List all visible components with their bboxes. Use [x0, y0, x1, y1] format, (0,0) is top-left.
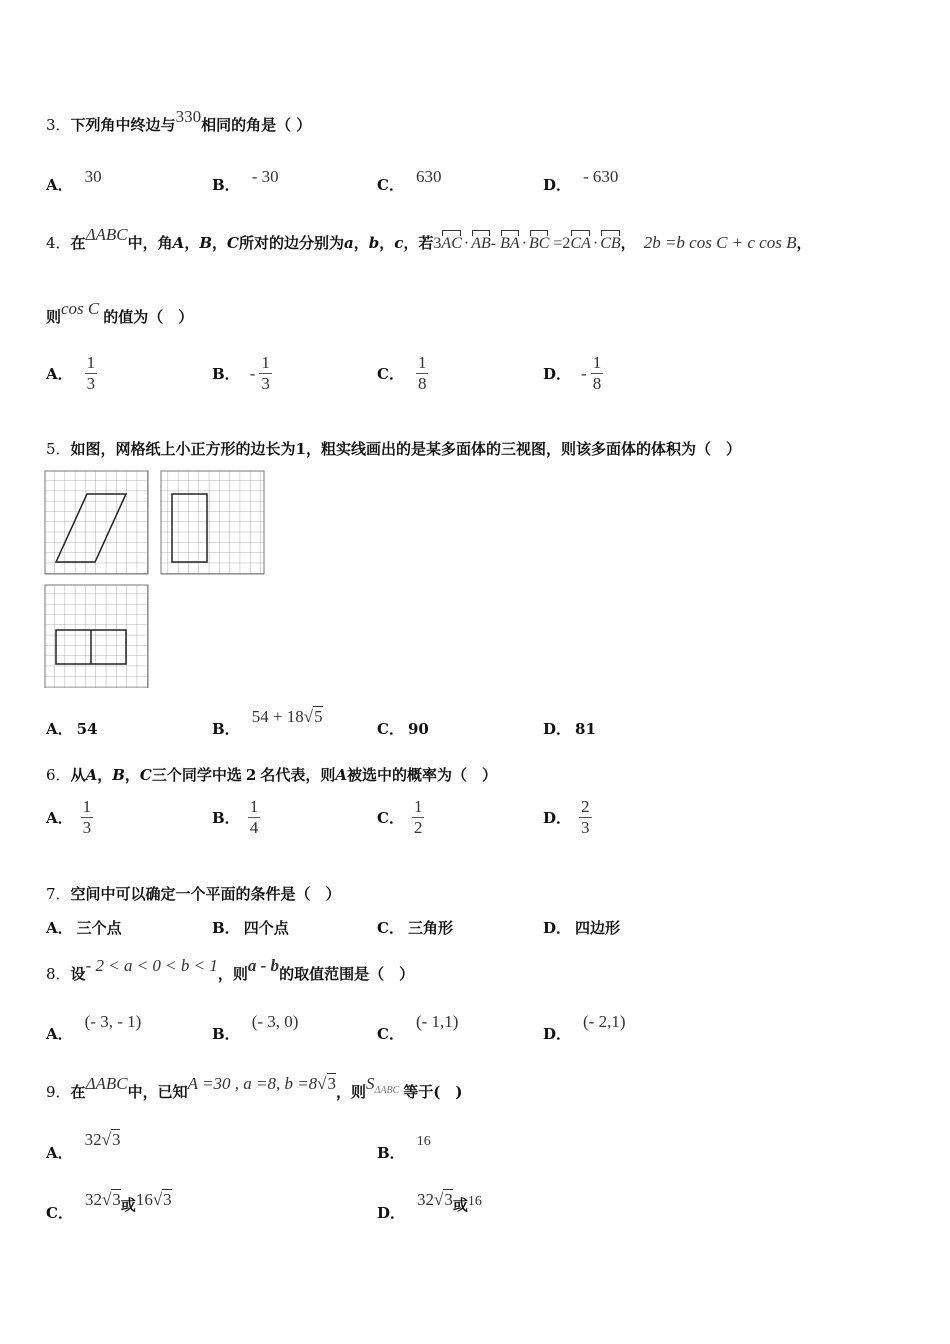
q6-option-c[interactable]: C． $\frac{1}{2}$	[377, 797, 423, 837]
top-view	[45, 585, 148, 688]
front-view	[45, 471, 148, 574]
q4-stem-line2: 则cos C 的值为（ ）	[46, 299, 194, 326]
q4-option-a[interactable]: A． $\frac{1}{3}$	[46, 353, 96, 393]
q3-option-b[interactable]: B． - 30	[212, 167, 279, 194]
q9-stem: 9．在ΔABC中，已知A =30 , a =8, b =8√3，则$S^{\Delta ABC}$ 等于( )	[46, 1074, 463, 1101]
q4-vector-equation: 3AC · AB- BA · BC =2CA · CB	[433, 235, 621, 252]
q8-expression: a - b	[247, 956, 280, 975]
three-view-figure	[44, 470, 266, 688]
q8-option-b[interactable]: B．(- 3, 0)	[212, 1012, 299, 1043]
q7-option-b[interactable]: B． 四个点	[212, 919, 289, 937]
q5-number: 5．	[46, 440, 71, 458]
q8-option-d[interactable]: D．(- 2,1)	[543, 1012, 626, 1043]
q9-option-d[interactable]: D．32√3或16	[377, 1190, 482, 1222]
q4-option-d[interactable]: D． - $\frac{1}{8}$	[543, 353, 602, 393]
q7-option-c[interactable]: C． 三角形	[377, 919, 453, 937]
q5-option-b[interactable]: B．54 + 18√5	[212, 707, 323, 738]
q4-option-b[interactable]: B． - $\frac{1}{3}$	[212, 353, 270, 393]
q7-stem: 7．空间中可以确定一个平面的条件是（ ）	[46, 885, 341, 903]
q6-option-b[interactable]: B． $\frac{1}{4}$	[212, 797, 259, 837]
q4-number: 4．	[46, 234, 71, 252]
q5-option-c[interactable]: C． 90	[377, 720, 429, 738]
q6-option-d[interactable]: D． $\frac{2}{3}$	[543, 797, 590, 837]
q7-option-a[interactable]: A． 三个点	[46, 919, 122, 937]
q7-number: 7．	[46, 885, 71, 903]
q3-option-d[interactable]: D． - 630	[543, 167, 619, 194]
q3-number: 3．	[46, 116, 71, 134]
q9-option-a[interactable]: A．32√3	[46, 1130, 121, 1162]
q9-option-c[interactable]: C．32√3或16√3	[46, 1190, 172, 1222]
q3-option-c[interactable]: C． 630	[377, 167, 442, 194]
q4-stem: 4．在ΔABC中，角A，B，C所对的边分别为a，b，c，若3AC · AB- BA · BC =2CA · CB， 2b =b cos C + c cos B，	[46, 225, 812, 252]
q9-given: A =30 , a =8, b =8	[187, 1074, 318, 1093]
q9-number: 9．	[46, 1083, 71, 1101]
q8-option-a[interactable]: A．(- 3, - 1)	[46, 1012, 142, 1043]
q5-option-a[interactable]: A． 54	[46, 720, 98, 738]
q6-number: 6．	[46, 766, 71, 784]
q6-stem: 6．从A，B，C三个同学中选 2 名代表，则A被选中的概率为（ ）	[46, 766, 497, 784]
q8-stem: 8．设- 2 < a < 0 < b < 1，则a - b的取值范围是（ ）	[46, 956, 415, 983]
side-view	[161, 471, 264, 574]
q5-stem: 5．如图，网格纸上小正方形的边长为1，粗实线画出的是某多面体的三视图，则该多面体的体积为（ ）	[46, 440, 741, 458]
q4-option-c[interactable]: C． $\frac{1}{8}$	[377, 353, 427, 393]
q3-stem: 3．下列角中终边与330相同的角是（ ）	[46, 107, 312, 134]
q7-option-d[interactable]: D． 四边形	[543, 919, 621, 937]
q3-option-a[interactable]: A． 30	[46, 167, 102, 194]
q3-angle: 330	[175, 107, 202, 126]
q8-option-c[interactable]: C．(- 1,1)	[377, 1012, 459, 1043]
q8-inequality: - 2 < a < 0 < b < 1	[85, 956, 218, 975]
q8-number: 8．	[46, 965, 71, 983]
q4-cosine-equation: 2b =b cos C + c cos B	[643, 233, 797, 252]
q6-option-a[interactable]: A． $\frac{1}{3}$	[46, 797, 92, 837]
q9-option-b[interactable]: B．16	[377, 1134, 431, 1162]
q5-option-d[interactable]: D． 81	[543, 720, 596, 738]
